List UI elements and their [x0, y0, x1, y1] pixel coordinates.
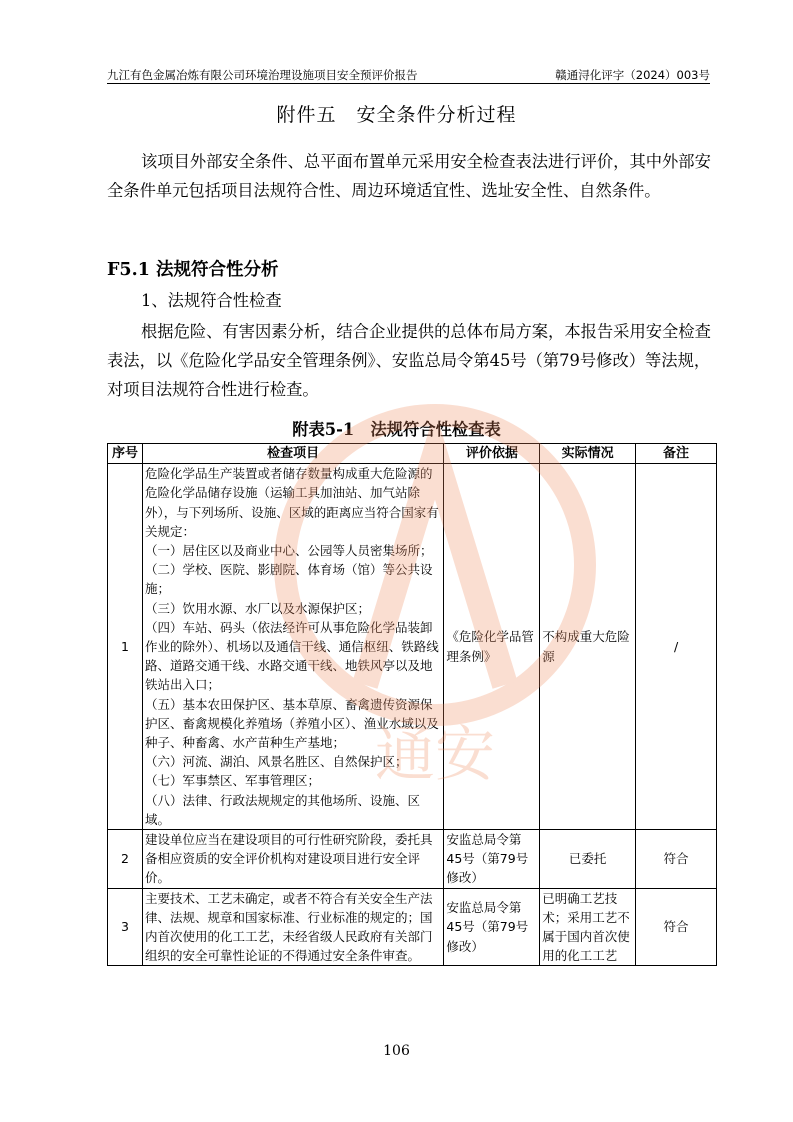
table-row	[108, 464, 717, 830]
header-note: 备注	[636, 444, 717, 464]
item-line: （七）军事禁区、军事管理区；	[144, 773, 320, 789]
item-line: （六）河流、湖泊、风景名胜区、自然保护区；	[144, 754, 408, 770]
header-basis: 评价依据	[444, 444, 540, 464]
item-line: 主要技术、工艺未确定，或者不符合有关安全生产法律、法规、规章和国家标准、行业标准的规定的；国内首次使用的化工工艺，未经省级人民政府有关部门组织的安全可靠性论证的不得通过安全条件审查。	[144, 890, 433, 964]
table-row	[108, 830, 717, 889]
row-note: 符合	[636, 888, 717, 966]
item-line: （一）居住区以及商业中心、公园等人员密集场所；	[144, 543, 433, 559]
row-note: 符合	[636, 830, 717, 889]
row-item	[142, 464, 443, 830]
row-no: 3	[108, 888, 143, 966]
row-basis: 安监总局令第45号（第79号修改）	[444, 888, 540, 966]
row-basis: 《危险化学品管理条例》	[444, 464, 540, 830]
table-caption: 附表5-1 法规符合性检查表	[292, 420, 501, 439]
table-row	[108, 888, 717, 966]
header-no: 序号	[108, 444, 143, 464]
row-no: 1	[108, 464, 143, 830]
page-header	[107, 65, 710, 84]
item-line: （五）基本农田保护区、基本草原、畜禽遗传资源保护区、畜禽规模化养殖场（养殖小区）、渔业水域以及种子、种畜禽、水产苗种生产基地；	[144, 696, 439, 751]
row-item	[142, 888, 443, 966]
header-item: 检查项目	[142, 444, 443, 464]
row-actual: 不构成重大危险源	[540, 464, 636, 830]
intro-paragraph: 该项目外部安全条件、总平面布置单元采用安全检查表法进行评价，其中外部安全条件单元包括项目法规符合性、周边环境适宜性、选址安全性、自然条件。	[107, 152, 711, 200]
item-line: （八）法律、行政法规规定的其他场所、设施、区域。	[144, 792, 420, 827]
item-line: （四）车站、码头（依法经许可从事危险化学品装卸作业的除外）、机场以及通信干线、通信枢纽、铁路线路、道路交通干线、水路交通干线、地铁风亭以及地铁站出入口；	[144, 619, 439, 693]
seal-text: 通安	[375, 720, 495, 790]
row-note: /	[636, 464, 717, 830]
row-basis: 安监总局令第45号（第79号修改）	[444, 830, 540, 889]
subsection-heading: 1、法规符合性检查	[141, 291, 282, 310]
item-line: 建设单位应当在建设项目的可行性研究阶段，委托具备相应资质的安全评价机构对建设项目进行安全评价。	[144, 832, 433, 886]
row-actual: 已委托	[540, 830, 636, 889]
section-heading: F5.1 法规符合性分析	[107, 260, 279, 280]
page-number: 106	[383, 1043, 410, 1059]
row-actual: 已明确工艺技术；采用工艺不属于国内首次使用的化工工艺	[540, 888, 636, 966]
compliance-check-table	[107, 443, 717, 966]
row-item	[142, 830, 443, 889]
header-actual: 实际情况	[540, 444, 636, 464]
header-report-number: 赣通浔化评字（2024）003号	[555, 68, 710, 82]
item-line: （二）学校、医院、影剧院、体育场（馆）等公共设施；	[144, 562, 433, 597]
header-report-title: 九江有色金属冶炼有限公司环境治理设施项目安全预评价报告	[107, 68, 418, 82]
item-line: 危险化学品生产装置或者储存数量构成重大危险源的危险化学品储存设施（运输工具加油站、加气站除外），与下列场所、设施、区域的距离应当符合国家有关规定：	[144, 466, 439, 539]
method-paragraph: 根据危险、有害因素分析，结合企业提供的总体布局方案，本报告采用安全检查表法，以《危险化学品安全管理条例》、安监总局令第45号（第79号修改）等法规，对项目法规符合性进行检查。	[107, 322, 711, 399]
row-no: 2	[108, 830, 143, 889]
table-header-row	[108, 444, 717, 464]
page-title: 附件五 安全条件分析过程	[276, 104, 517, 126]
item-line: （三）饮用水源、水厂以及水源保护区；	[144, 600, 370, 616]
